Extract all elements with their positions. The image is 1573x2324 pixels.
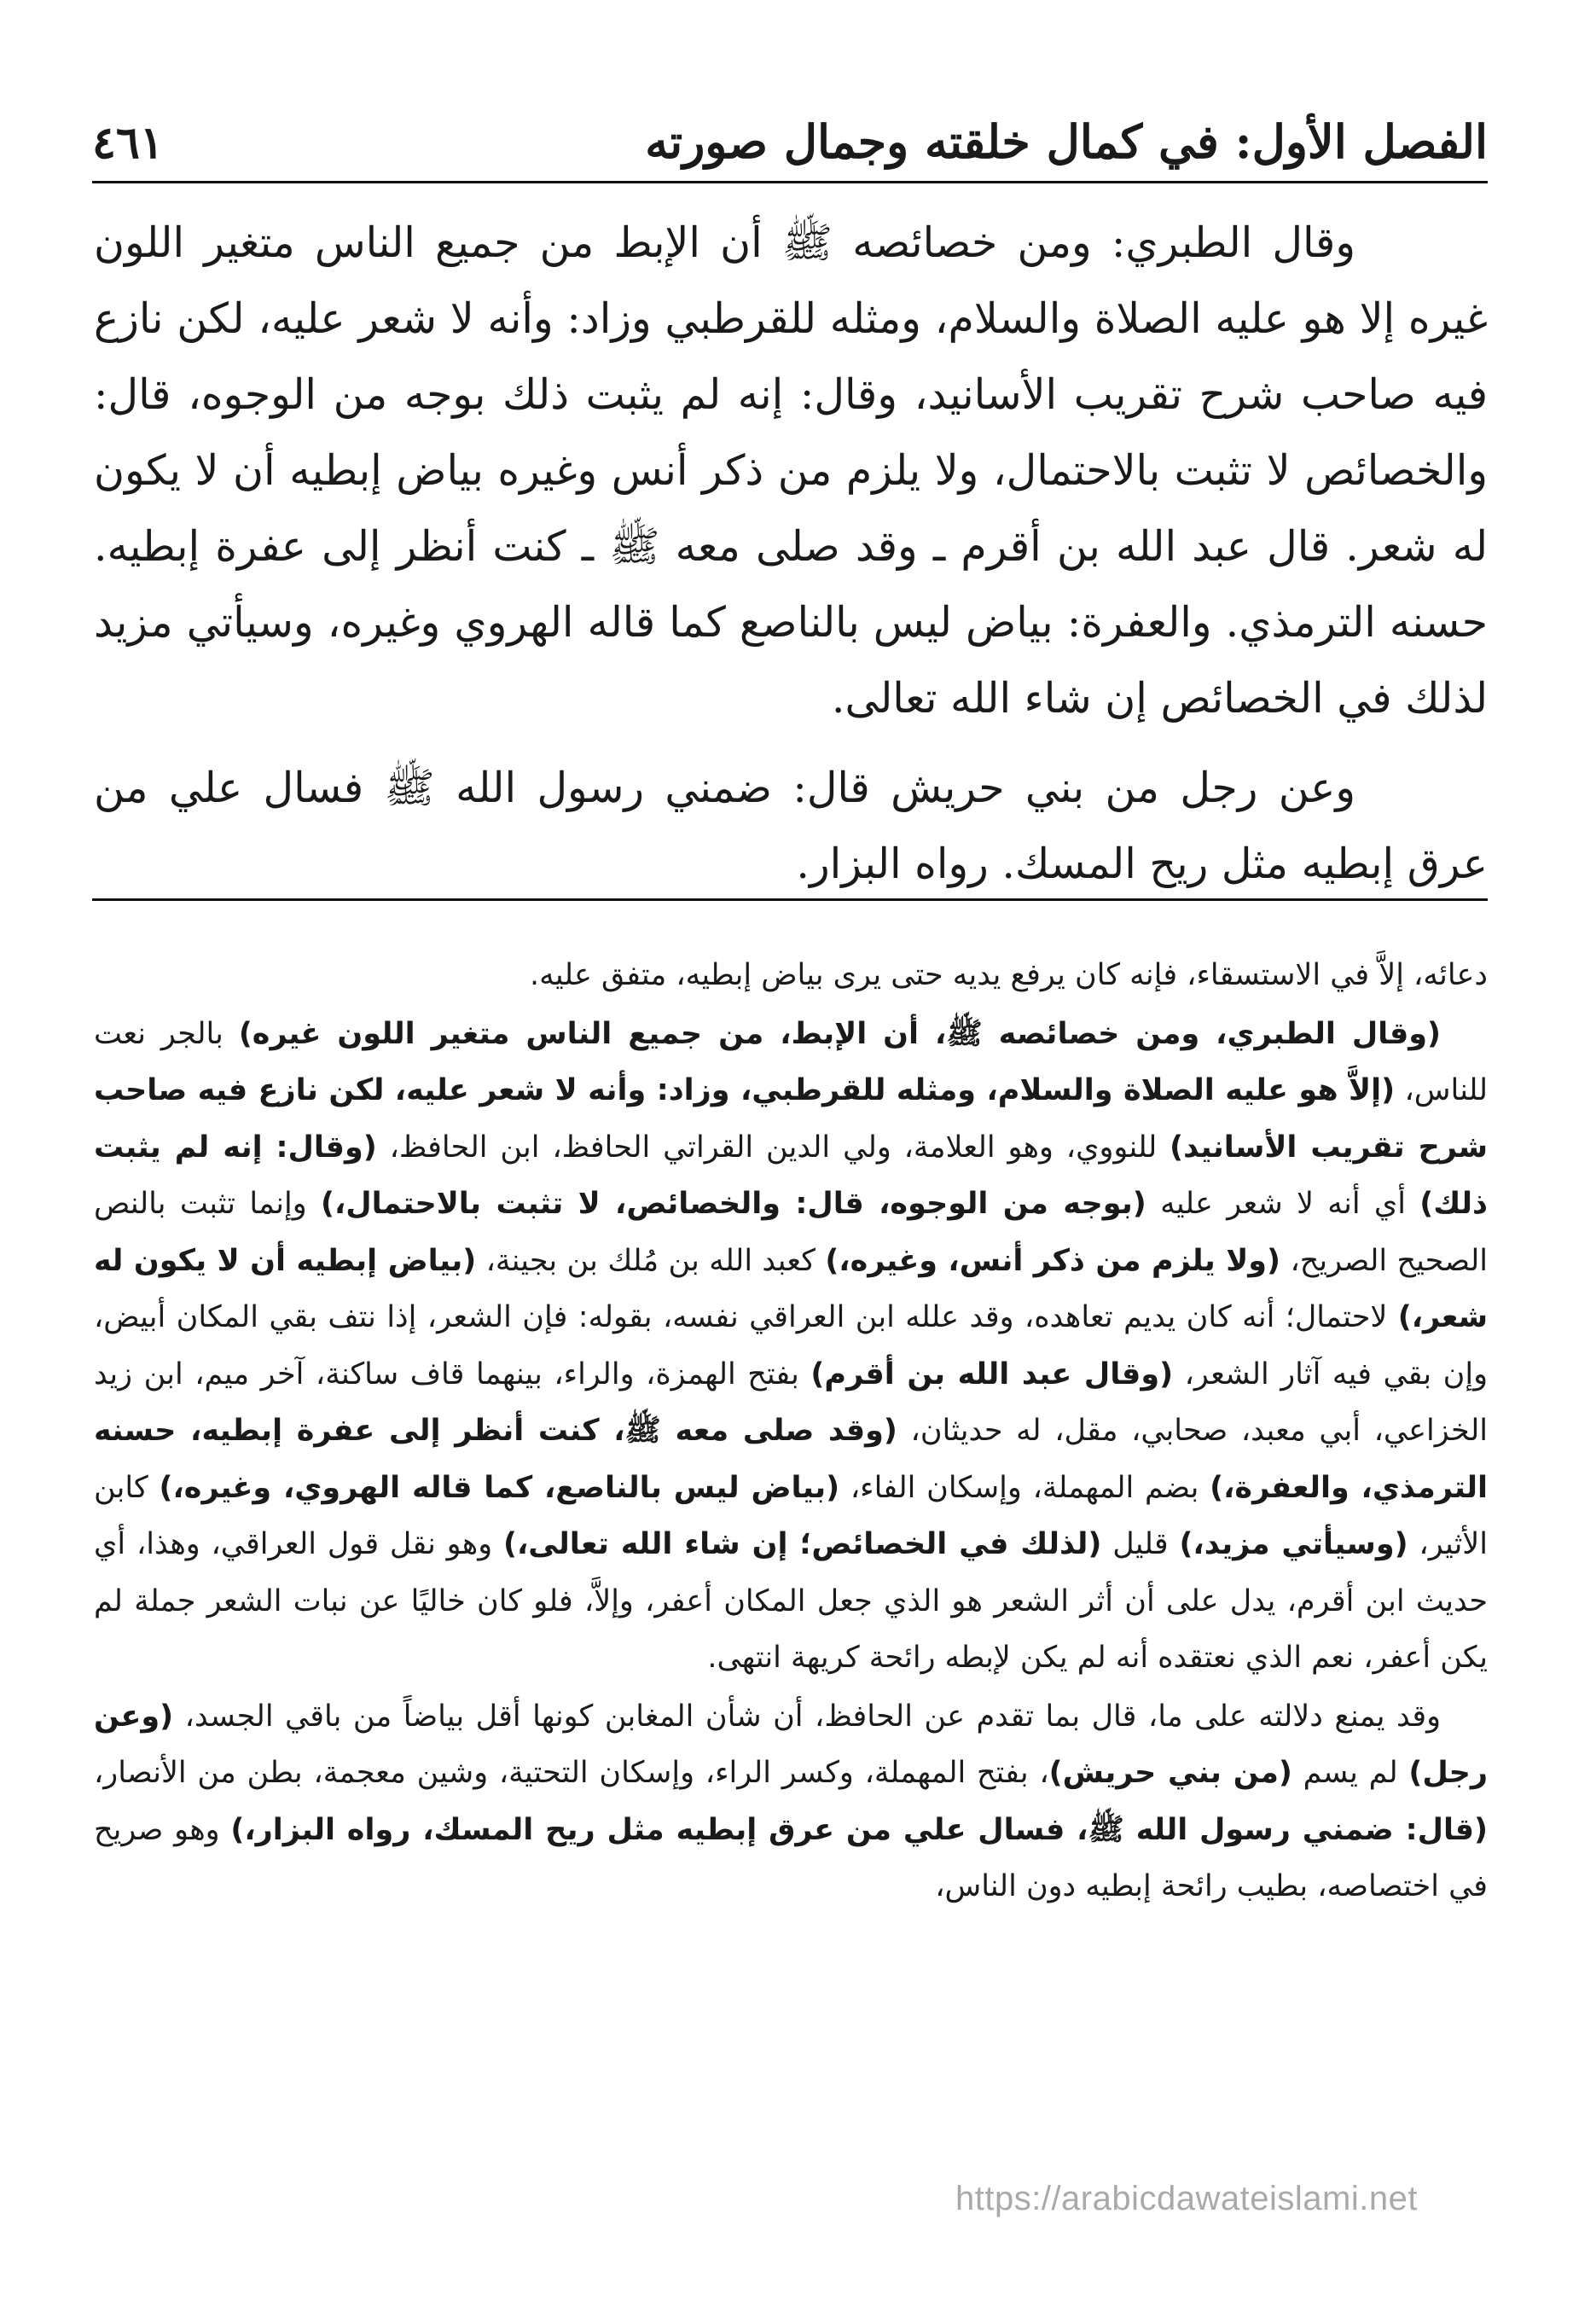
page-header xyxy=(92,78,1488,183)
quoted-text: (وسيأتي مزيد،) xyxy=(1179,1527,1408,1561)
commentary-text: وهو صريح في اختصاصه، بطيب رائحة إبطيه دون الناس، xyxy=(94,1812,1488,1903)
main-paragraph: وقال الطبري: ومن خصائصه ﷺ أن الإبط من جميع الناس متغير اللون غيره إلا هو عليه الصلاة والسلام، ومثله للقرطبي وزاد: وأنه لا شعر عليه، لكن نازع فيه صاحب شرح تقريب الأسانيد، وقال: إنه لم يثبت ذلك بوجه من الوجوه، قال: والخصائص لا تثبت بالاحتمال، ولا يلزم من ذكر أنس وغيره بياض إبطيه أن لا يكون له شعر. قال عبد الله بن أقرم ـ وقد صلى معه ﷺ ـ كنت أنظر إلى عفرة إبطيه. حسنه الترمذي. والعفرة: بياض ليس بالناصع كما قاله الهروي وغيره، وسيأتي مزيد لذلك في الخصائص إن شاء الله تعالى. xyxy=(94,218,1488,723)
commentary-text: وهو نقل قول العراقي، وهذا، أي حديث ابن أقرم، يدل على أن أثر الشعر هو الذي جعل المكان أعفر، وإلاَّ، فلو كان خاليًا عن نبات الشعر جملة لم يكن أعفر، نعم الذي نعتقده أنه لم يكن لإبطه رائحة كريهة انتهى. xyxy=(94,1527,1488,1675)
page-number: ٤٦١ xyxy=(92,117,164,169)
commentary-text: بضم المهملة، وإسكان الفاء، xyxy=(839,1470,1210,1505)
chapter-title: الفصل الأول: في كمال خلقته وجمال صورته xyxy=(645,114,1488,169)
quoted-text: (بوجه من الوجوه، قال: والخصائص، لا تثبت بالاحتمال،) xyxy=(320,1187,1146,1221)
section-divider xyxy=(92,898,1488,901)
quoted-text: (وقال عبد الله بن أقرم) xyxy=(810,1357,1174,1391)
commentary-text: قليل xyxy=(1101,1527,1180,1561)
quoted-text: (وقال الطبري، ومن خصائصه ﷺ، أن الإبط، من جميع الناس متغير اللون غيره) xyxy=(238,1016,1441,1051)
quoted-text: (قال: ضمني رسول الله ﷺ، فسال علي من عرق إبطيه مثل ريح المسك، رواه البزار،) xyxy=(230,1812,1488,1847)
quoted-text: (بياض ليس بالناصع، كما قاله الهروي، وغيره،) xyxy=(159,1470,840,1505)
commentary-paragraph xyxy=(94,1688,1488,1915)
commentary-text: بفتح الهمزة، والراء، بينهما قاف ساكنة، آخر ميم، ابن زيد الخزاعي، أبي معبد، صحابي، مقل، له حديثان، xyxy=(94,1357,1488,1448)
watermark-url: https://arabicdawateislami.net xyxy=(955,2180,1418,2217)
main-text xyxy=(94,205,1488,915)
commentary-text: كعبد الله بن مُلك بن بجينة، xyxy=(476,1243,826,1278)
commentary-paragraph xyxy=(94,1006,1488,1687)
commentary-paragraph: دعائه، إلاَّ في الاستسقاء، فإنه كان يرفع يديه حتى يرى بياض إبطيه، متفق عليه. xyxy=(529,958,1488,992)
commentary-text: وقد يمنع دلالته على ما، قال بما تقدم عن الحافظ، أن شأن المغابن كونها أقل بياضاً من باقي الجسد، xyxy=(173,1699,1441,1734)
quoted-text: (وقال: إنه لم يثبت ذلك) xyxy=(94,1130,1488,1221)
commentary xyxy=(94,947,1488,1917)
quoted-text: (إلاَّ هو عليه الصلاة والسلام، ومثله للقرطبي، وزاد: وأنه لا شعر عليه، لكن نازع فيه صاحب شرح تقريب الأسانيد) xyxy=(94,1073,1488,1165)
commentary-text: وإنما تثبت بالنص الصحيح الصريح، xyxy=(94,1187,1489,1278)
quoted-text: (من بني حريش) xyxy=(1048,1756,1292,1790)
commentary-text: ، بفتح المهملة، وكسر الراء، وإسكان التحتية، وشين معجمة، بطن من الأنصار، xyxy=(94,1756,1049,1790)
commentary-text: كابن الأثير، xyxy=(94,1470,1488,1561)
commentary-text: للنووي، وهو العلامة، ولي الدين القراتي الحافظ، ابن الحافظ، xyxy=(376,1130,1170,1165)
commentary-text: بالجر نعت للناس، xyxy=(94,1016,1489,1107)
quoted-text: (وقد صلى معه ﷺ، كنت أنظر إلى عفرة إبطيه، حسنه الترمذي، والعفرة،) xyxy=(94,1414,1488,1505)
quoted-text: (بياض إبطيه أن لا يكون له شعر،) xyxy=(94,1243,1488,1334)
commentary-text: لاحتمال؛ أنه كان يديم تعاهده، وقد علله ابن العراقي نفسه، بقوله: فإن الشعر، إذا نتف بقي المكان أبيض، وإن بقي فيه آثار الشعر، xyxy=(94,1300,1488,1391)
main-paragraph: وعن رجل من بني حريش قال: ضمني رسول الله ﷺ فسال علي من عرق إبطيه مثل ريح المسك. رواه البزار. xyxy=(94,764,1488,888)
quoted-text: (ولا يلزم من ذكر أنس، وغيره،) xyxy=(825,1243,1281,1278)
quoted-text: (لذلك في الخصائص؛ إن شاء الله تعالى،) xyxy=(502,1527,1102,1561)
commentary-text: أي أنه لا شعر عليه xyxy=(1146,1187,1420,1221)
quoted-text: (وعن رجل) xyxy=(94,1699,1488,1790)
commentary-text: لم يسم xyxy=(1291,1756,1409,1790)
